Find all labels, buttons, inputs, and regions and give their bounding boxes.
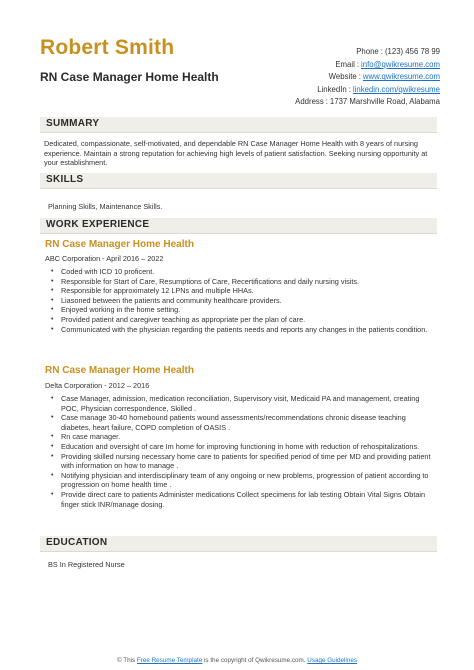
email-link[interactable]: info@qwikresume.com — [361, 59, 440, 69]
skills-section-header — [40, 173, 437, 189]
job-title: RN Case Manager Home Health — [45, 239, 194, 250]
list-item — [45, 296, 435, 306]
bullet-text: Coded with ICD 10 proficent. — [61, 267, 155, 276]
contact-sep: : — [356, 59, 360, 69]
summary-text: Dedicated, compassionate, self-motivated, and dependable RN Case Manager Home Health with 8 years of nursing experience. Maintain a strong reputation for achieving high levels of patient satisfaction. Seeking nursing opportunity at your establishment. — [44, 139, 428, 168]
job-bullets — [45, 267, 435, 334]
usage-guidelines-link[interactable]: Usage Guidelines — [307, 657, 357, 664]
experience-heading: WORK EXPERIENCE — [46, 219, 150, 230]
footer-prefix: © This — [117, 657, 136, 664]
contact-sep: : — [325, 97, 328, 107]
bullet-icon: • — [51, 268, 54, 275]
phone-value: (123) 456 78 99 — [384, 47, 440, 56]
bullet-icon: • — [51, 277, 54, 285]
experience-section-header — [40, 218, 437, 234]
education-heading: EDUCATION — [46, 537, 108, 548]
summary-heading: SUMMARY — [46, 118, 100, 129]
bullet-icon: • — [51, 296, 54, 304]
contact-label: Website — [328, 72, 357, 82]
bullet-text: Communicated with the physician regarding the patients needs and reports any changes in the patients condition. — [61, 324, 428, 334]
bullet-icon: • — [51, 471, 54, 479]
bullet-text: Case Manager, admission, medication reconciliation, Supervisory visit, Medicaid PA and management, creating POC, Physician correspondence, Skilled . — [61, 394, 420, 413]
resume-header — [0, 0, 474, 118]
list-item — [45, 325, 435, 335]
job-meta: Delta Corporation - 2012 – 2016 — [45, 381, 150, 390]
list-item — [45, 267, 435, 277]
list-item — [45, 286, 435, 296]
contact-website — [295, 71, 440, 84]
bullet-icon: • — [51, 287, 54, 295]
bullet-icon: • — [51, 315, 54, 323]
contact-sep: : — [348, 84, 351, 94]
bullet-icon: • — [51, 452, 54, 460]
bullet-text: Responsible for Start of Care, Resumptions of Care, Recertifications and daily nursing visits. — [61, 276, 360, 286]
contact-linkedin — [295, 84, 440, 97]
bullet-icon: • — [51, 414, 54, 422]
linkedin-link[interactable]: linkedin.com/qwikresume — [352, 84, 440, 94]
contact-label: Address — [295, 97, 324, 107]
bullet-icon: • — [51, 306, 54, 314]
bullet-text: Case manage 30-40 homebound patients wound assessments/recommendations chronic disease teaching diabetes, heart failure, COPD completion of OASIS . — [61, 413, 406, 432]
bullet-icon: • — [51, 490, 54, 498]
bullet-text: Enjoyed working in the home setting. — [61, 305, 181, 315]
list-item — [45, 413, 435, 432]
bullet-text: Notifying physician and interdisciplinary team of any ongoing or new problems, progression of patient according to progression on home health time . — [61, 470, 429, 490]
list-item — [45, 452, 435, 471]
bullet-icon: • — [51, 433, 54, 441]
skills-text: Planning Skills, Maintenance Skills. — [48, 202, 163, 211]
job-title: RN Case Manager Home Health — [45, 365, 194, 376]
education-text: BS In Registered Nurse — [48, 560, 125, 569]
job-meta: ABC Corporation - April 2016 – 2022 — [45, 254, 164, 263]
candidate-name: Robert Smith — [40, 36, 175, 59]
bullet-text: Provide direct care to patients Administer medications Collect specimens for lab testing Obtain Vital Signs Obtain finger stick INR/manage dosing. — [61, 489, 426, 509]
list-item — [45, 432, 435, 442]
skills-heading: SKILLS — [46, 174, 84, 185]
contact-label: Email — [335, 59, 355, 69]
list-item — [45, 277, 435, 287]
contact-sep: : — [358, 72, 361, 82]
bullet-icon: • — [51, 395, 54, 402]
bullet-text: Liasoned between the patients and community healthcare providers. — [61, 295, 282, 305]
bullet-text: Rn case manager. — [61, 432, 121, 442]
list-item — [45, 305, 435, 315]
bullet-text: Providing skilled nursing necessary home care to patients for specified period of time per MD and providing patient with information on how to manage . — [61, 451, 431, 471]
bullet-icon: • — [51, 325, 54, 333]
list-item — [45, 442, 435, 452]
address-value: 1737 Marshville Road, Alabama — [329, 97, 440, 107]
bullet-text: Education and oversight of care Im home for improving functioning in home with reduction of rehospitalizations. — [61, 441, 420, 451]
list-item — [45, 315, 435, 325]
education-section-header — [40, 536, 437, 552]
footer — [0, 657, 474, 664]
job-bullets — [45, 394, 435, 509]
bullet-icon: • — [51, 442, 54, 450]
free-resume-template-link[interactable]: Free Resume Template — [136, 657, 203, 664]
footer-copyright: is the copyright of Qwikresume.com. — [204, 657, 306, 664]
candidate-title: RN Case Manager Home Health — [40, 70, 219, 84]
contact-address — [295, 96, 440, 109]
list-item — [45, 394, 435, 413]
bullet-text: Provided patient and caregiver teaching as appropriate per the plan of care. — [61, 314, 306, 324]
contact-phone — [295, 46, 440, 59]
website-link[interactable]: www.qwikresume.com — [362, 72, 440, 82]
contact-label: LinkedIn — [317, 84, 347, 94]
summary-section-header — [40, 117, 437, 133]
contact-label: Phone — [356, 47, 379, 56]
list-item — [45, 490, 435, 509]
contact-sep: : — [380, 47, 383, 56]
bullet-text: Responsible for approximately 12 LPNs and multiple HHAs. — [61, 286, 254, 296]
list-item — [45, 471, 435, 490]
contact-block — [295, 46, 440, 109]
contact-email — [295, 59, 440, 72]
